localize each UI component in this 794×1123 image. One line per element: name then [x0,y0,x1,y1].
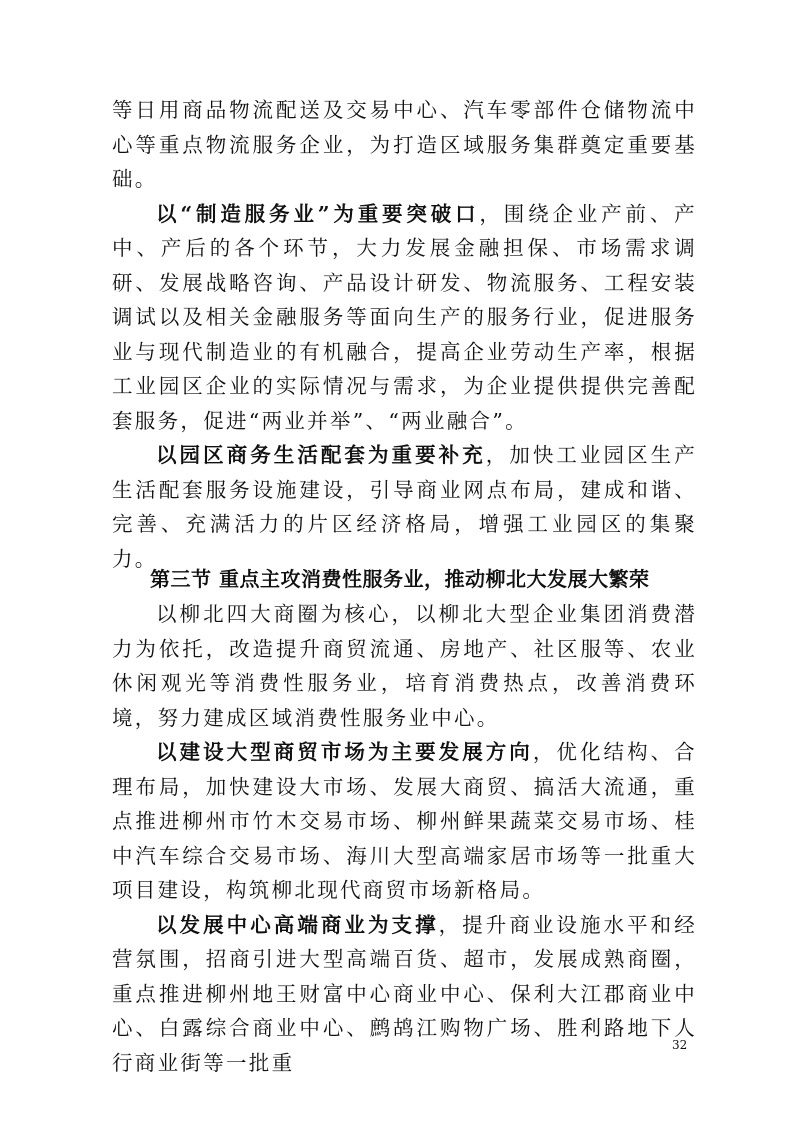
emphasis-high-end-commerce: 以发展中心高端商业为支撑 [156,912,439,937]
emphasis-park-supporting-services: 以园区商务生活配套为重要补充 [156,443,486,467]
paragraph-manufacturing-services-text: ，围绕企业产前、产中、产后的各个环节，大力发展金融担保、市场需求调研、发展战略咨询、产品设计研发、物流服务、工程安装调试以及相关金融服务等面向生产的服务行业，促进服务业与现代制造业的有机融合，提高企业劳动生产率，根据工业园区企业的实际情况与需求，为企业提供提供完善配套服务，促进“两业并举”、“两业融合”。 [112,201,697,433]
page-number: 32 [672,1038,688,1052]
section-heading: 第三节 重点主攻消费性服务业，推动柳北大发展大繁荣 [150,567,650,591]
emphasis-manufacturing-services: 以“制造服务业”为重要突破口 [156,201,480,226]
paragraph-park-supporting-services [112,438,697,576]
paragraph-consumer-services-intro: 以柳北四大商圈为核心，以柳北大型企业集团消费潜力为依托，改造提升商贸流通、房地产、社区服等、农业休闲观光等消费性服务业，培育消费热点，改善消费环境，努力建成区域消费性服务业中心。 [112,602,697,730]
paragraph-logistics-continued: 等日用商品物流配送及交易中心、汽车零部件仓储物流中心等重点物流服务企业，为打造区域服务集群奠定重要基础。 [112,98,697,191]
paragraph-trade-markets-text: ，优化结构、合理布局，加快建设大市场、发展大商贸、搞活大流通，重点推进柳州市竹木交易市场、柳州鲜果蔬菜交易市场、桂中汽车综合交易市场、海川大型高端家居市场等一批重大项目建设，构筑柳北现代商贸市场新格局。 [112,740,697,902]
text-block-lower [112,597,697,1080]
paragraph-trade-markets [112,735,697,908]
paragraph-manufacturing-services [112,197,697,439]
paragraph-park-supporting-services-text: ，加快工业园区生产生活配套服务设施建设，引导商业网点布局，建成和谐、完善、充满活力的片区经济格局，增强工业园区的集聚力。 [112,443,697,571]
emphasis-trade-markets: 以建设大型商贸市场为主要发展方向 [156,740,533,764]
paragraph-high-end-commerce-text: ，提升商业设施水平和经营氛围，招商引进大型高端百货、超市，发展成熟商圈，重点推进柳州地王财富中心商业中心、保利大江郡商业中心、白露综合商业中心、鹧鸪江购物广场、胜利路地下人行商业街等一批重 [112,912,697,1075]
text-block-upper [112,93,697,576]
paragraph-high-end-commerce [112,908,697,1081]
